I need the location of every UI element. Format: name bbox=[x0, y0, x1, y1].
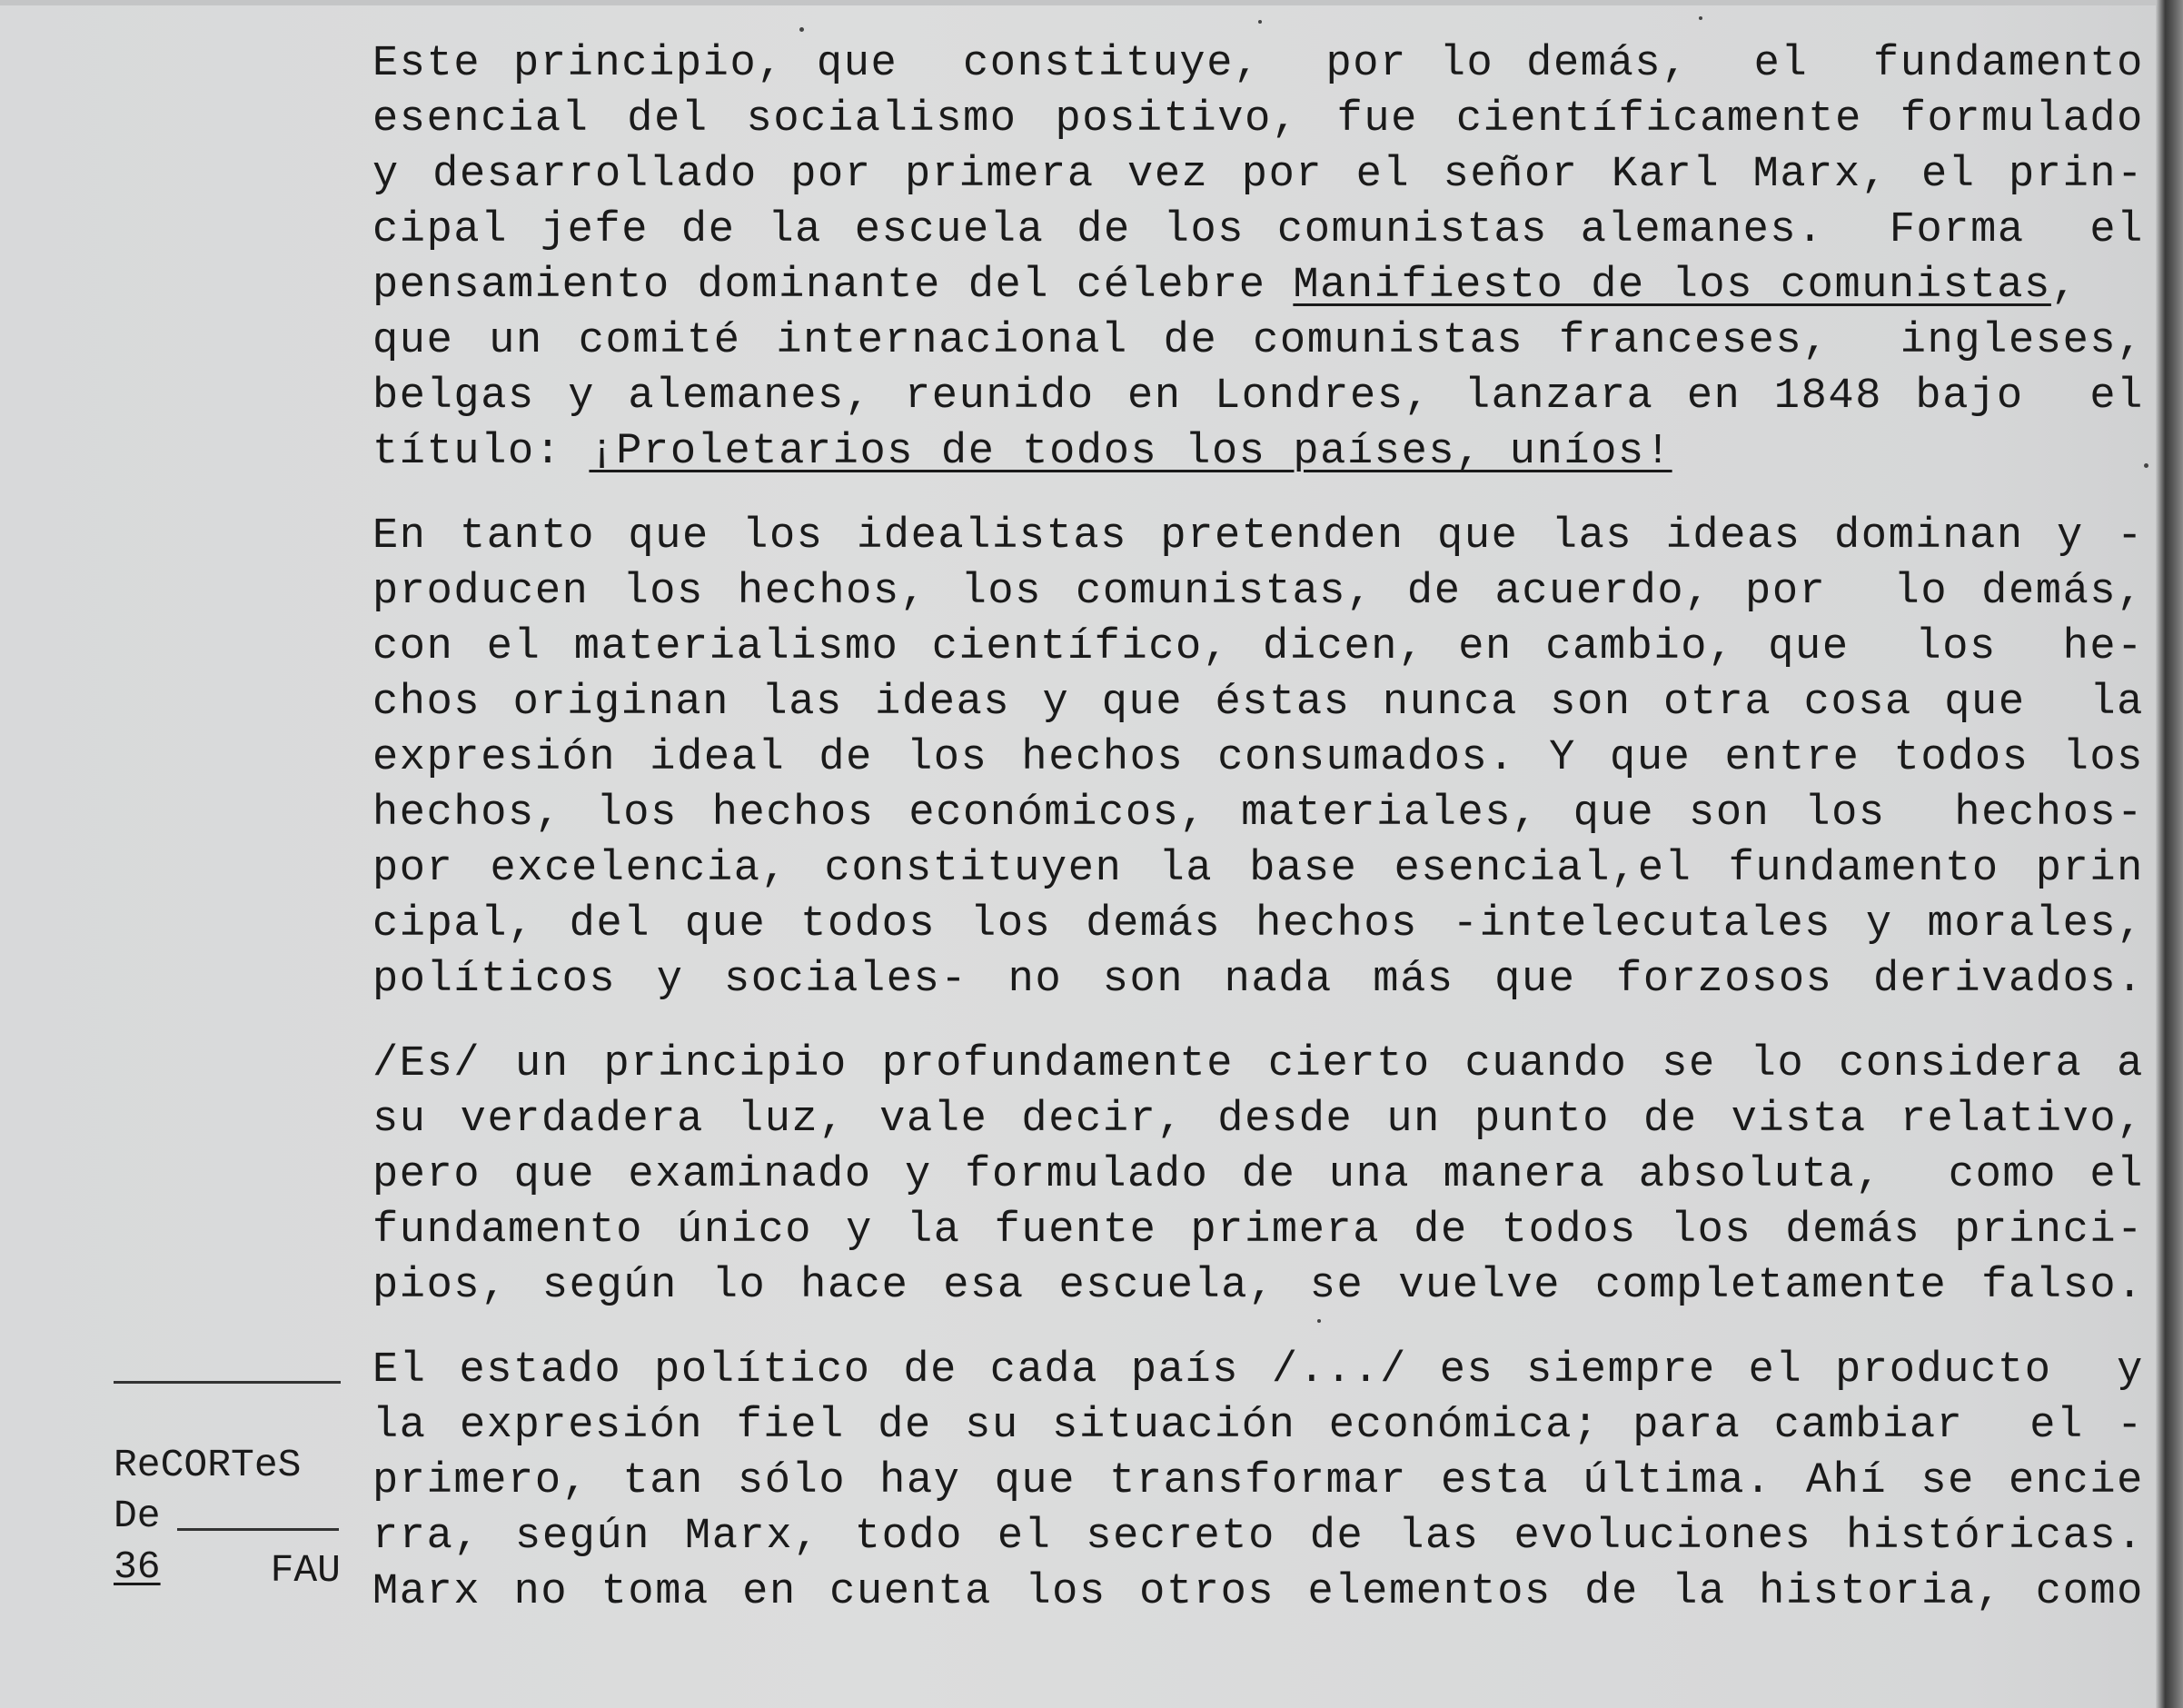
text-line: cipal, del que todos los demás hechos -intelecutales y morales, bbox=[372, 900, 2144, 948]
text-line: producen los hechos, los comunistas, de acuerdo, por lo demás, bbox=[372, 568, 2144, 616]
text-line: belgas y alemanes, reunido en Londres, lanzara en 1848 bajo el bbox=[372, 372, 2144, 421]
paragraph-2 bbox=[372, 509, 2144, 1008]
text-line: primero, tan sólo hay que transformar esta última. Ahí se encie bbox=[372, 1457, 2144, 1505]
stamp-line-1 bbox=[114, 1384, 341, 1487]
scan-speck bbox=[2144, 463, 2148, 468]
text-line: políticos y sociales- no son nada más que forzosos derivados. bbox=[372, 956, 2144, 1004]
typewritten-text bbox=[372, 36, 2144, 1649]
recortes-stamp bbox=[114, 1381, 341, 1593]
scan-speck bbox=[1258, 20, 1262, 24]
manifesto-slogan: ¡Proletarios de todos los países, uníos! bbox=[589, 428, 1672, 476]
scan-speck bbox=[799, 27, 804, 32]
page-number: 36 bbox=[114, 1544, 161, 1589]
text-line: Marx no toma en cuenta los otros elementos de la historia, como bbox=[372, 1568, 2144, 1616]
text-line: En tanto que los idealistas pretenden que las ideas dominan y - bbox=[372, 512, 2144, 561]
text-line: Este principio, que constituye, por lo demás, el fundamento bbox=[372, 40, 2144, 88]
stamp-de: De bbox=[114, 1494, 161, 1538]
text-line: /Es/ un principio profundamente cierto cuando se lo considera a bbox=[372, 1040, 2144, 1088]
scan-top-edge bbox=[0, 0, 2183, 5]
scan-speck bbox=[1317, 1319, 1321, 1323]
text-line: cipal jefe de la escuela de los comunistas alemanes. Forma el bbox=[372, 206, 2144, 254]
text-line: la expresión fiel de su situación económica; para cambiar el - bbox=[372, 1402, 2144, 1450]
text-line: esencial del socialismo positivo, fue científicamente formulado bbox=[372, 95, 2144, 144]
text-line bbox=[372, 258, 2144, 313]
manifesto-title: Manifiesto de los comunistas bbox=[1293, 262, 2051, 310]
text-line: pero que examinado y formulado de una manera absoluta, como el bbox=[372, 1151, 2144, 1199]
paragraph-1 bbox=[372, 36, 2144, 480]
text-fragment: pensamiento dominante del célebre bbox=[372, 262, 1294, 310]
text-line: con el materialismo científico, dicen, en cambio, que los he- bbox=[372, 623, 2144, 671]
stamp-title: ReCORTeS bbox=[114, 1443, 302, 1487]
text-line: pios, según lo hace esa escuela, se vuelve completamente falso. bbox=[372, 1262, 2144, 1310]
text-line: que un comité internacional de comunistas franceses, ingleses, bbox=[372, 317, 2144, 365]
text-line: hechos, los hechos económicos, materiales, que son los hechos- bbox=[372, 789, 2144, 838]
text-line: expresión ideal de los hechos consumados. Y que entre todos los bbox=[372, 734, 2144, 782]
text-line: El estado político de cada país /.../ es siempre el producto y bbox=[372, 1346, 2144, 1395]
text-line: chos originan las ideas y que éstas nunca son otra cosa que la bbox=[372, 679, 2144, 727]
text-fragment: título: bbox=[372, 428, 590, 476]
text-line: por excelencia, constituyen la base esencial,el fundamento prin bbox=[372, 845, 2144, 893]
paragraph-3 bbox=[372, 1037, 2144, 1314]
scan-speck bbox=[1699, 16, 1702, 20]
paragraph-4 bbox=[372, 1343, 2144, 1620]
text-line: rra, según Marx, todo el secreto de las evoluciones históricas. bbox=[372, 1513, 2144, 1561]
text-line: su verdadera luz, vale decir, desde un punto de vista relativo, bbox=[372, 1096, 2144, 1144]
text-line bbox=[372, 424, 2144, 480]
stamp-fau: FAU bbox=[270, 1548, 341, 1593]
stamp-number-rule bbox=[177, 1528, 339, 1531]
text-line: fundamento único y la fuente primera de todos los demás princi- bbox=[372, 1207, 2144, 1255]
text-fragment: , bbox=[2050, 262, 2079, 310]
scan-binding-edge bbox=[2156, 0, 2183, 1708]
text-line: y desarrollado por primera vez por el señor Karl Marx, el prin- bbox=[372, 151, 2144, 199]
